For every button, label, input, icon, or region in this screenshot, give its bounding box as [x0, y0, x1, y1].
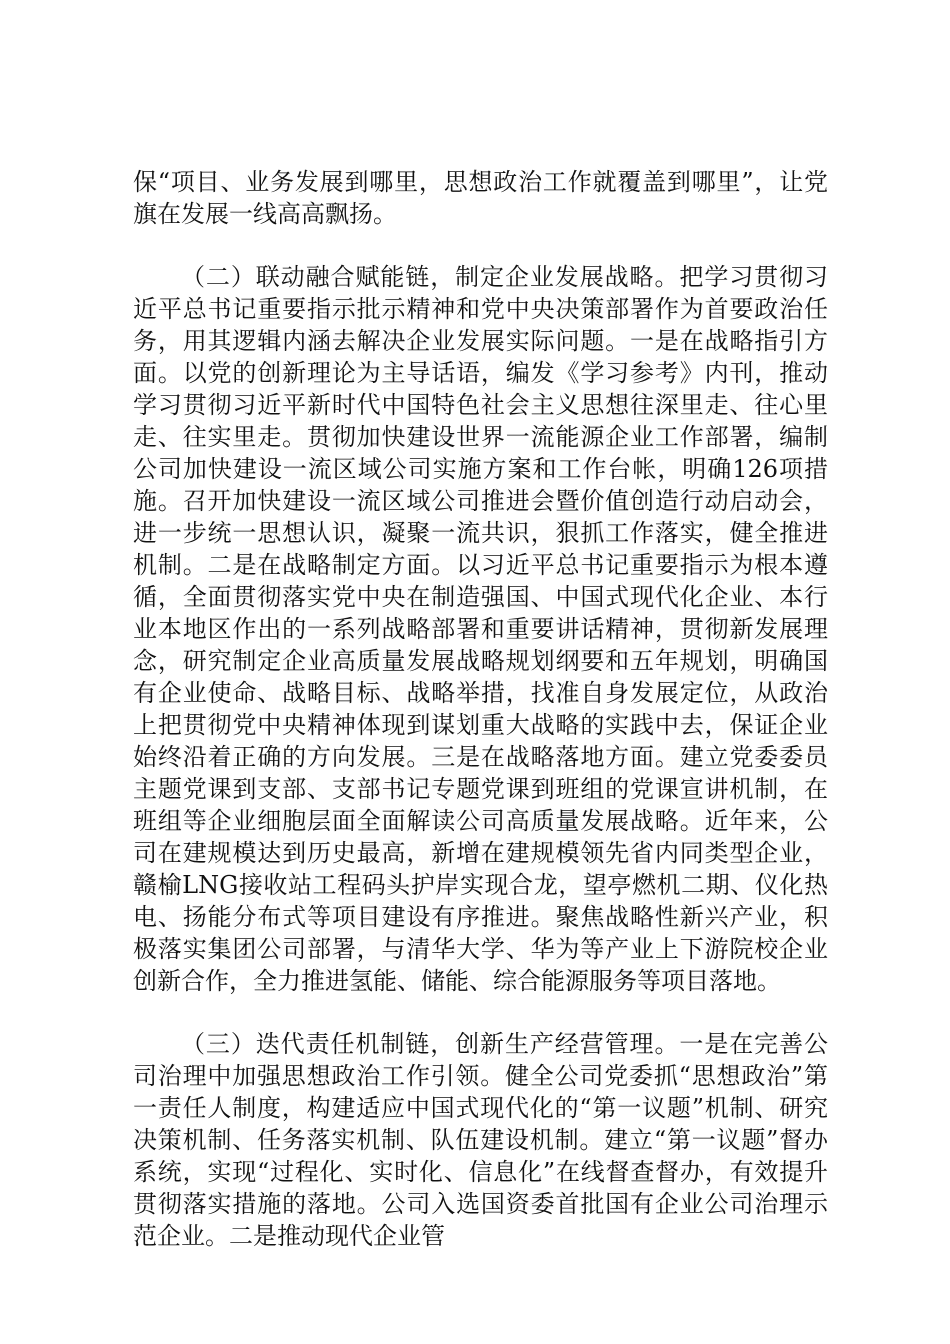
- paragraph-continuation: 保“项目、业务发展到哪里，思想政治工作就覆盖到哪里”，让党旗在发展一线高高飘扬。: [133, 168, 828, 228]
- paragraph-section-three: （三）迭代责任机制链，创新生产经营管理。一是在完善公司治理中加强思想政治工作引领。健全公司党委抓“思想政治”第一责任人制度，构建适应中国式现代化的“第一议题”机制、研究决策机制、任务落实机制、队伍建设机制。建立“第一议题”督办系统，实现“过程化、实时化、信息化”在线督查督办，有效提升贯彻落实措施的落地。公司入选国资委首批国有企业公司治理示范企业。二是推动现代企业管: [133, 1030, 828, 1250]
- document-body: [133, 166, 828, 1283]
- paragraph-section-two: （二）联动融合赋能链，制定企业发展战略。把学习贯彻习近平总书记重要指示批示精神和党中央决策部署作为首要政治任务，用其逻辑内涵去解决企业发展实际问题。一是在战略指引方面。以党的创新理论为主导话语，编发《学习参考》内刊，推动学习贯彻习近平新时代中国特色社会主义思想往深里走、往心里走、往实里走。贯彻加快建设世界一流能源企业工作部署，编制公司加快建设一流区域公司实施方案和工作台帐，明确126项措施。召开加快建设一流区域公司推进会暨价值创造行动启动会，进一步统一思想认识，凝聚一流共识，狠抓工作落实，健全推进机制。二是在战略制定方面。以习近平总书记重要指示为根本遵循，全面贯彻落实党中央在制造强国、中国式现代化企业、本行业本地区作出的一系列战略部署和重要讲话精神，贯彻新发展理念，研究制定企业高质量发展战略规划纲要和五年规划，明确国有企业使命、战略目标、战略举措，找准自身发展定位，从政治上把贯彻党中央精神体现到谋划重大战略的实践中去，保证企业始终沿着正确的方向发展。三是在战略落地方面。建立党委委员主题党课到支部、支部书记专题党课到班组的党课宣讲机制，在班组等企业细胞层面全面解读公司高质量发展战略。近年来，公司在建规模达到历史最高，新增在建规模领先省内同类型企业，赣榆LNG接收站工程码头护岸实现合龙，望亭燃机二期、仪化热电、扬能分布式等项目建设有序推进。聚焦战略性新兴产业，积极落实集团公司部署，与清华大学、华为等产业上下游院校企业创新合作，全力推进氢能、储能、综合能源服务等项目落地。: [133, 263, 828, 995]
